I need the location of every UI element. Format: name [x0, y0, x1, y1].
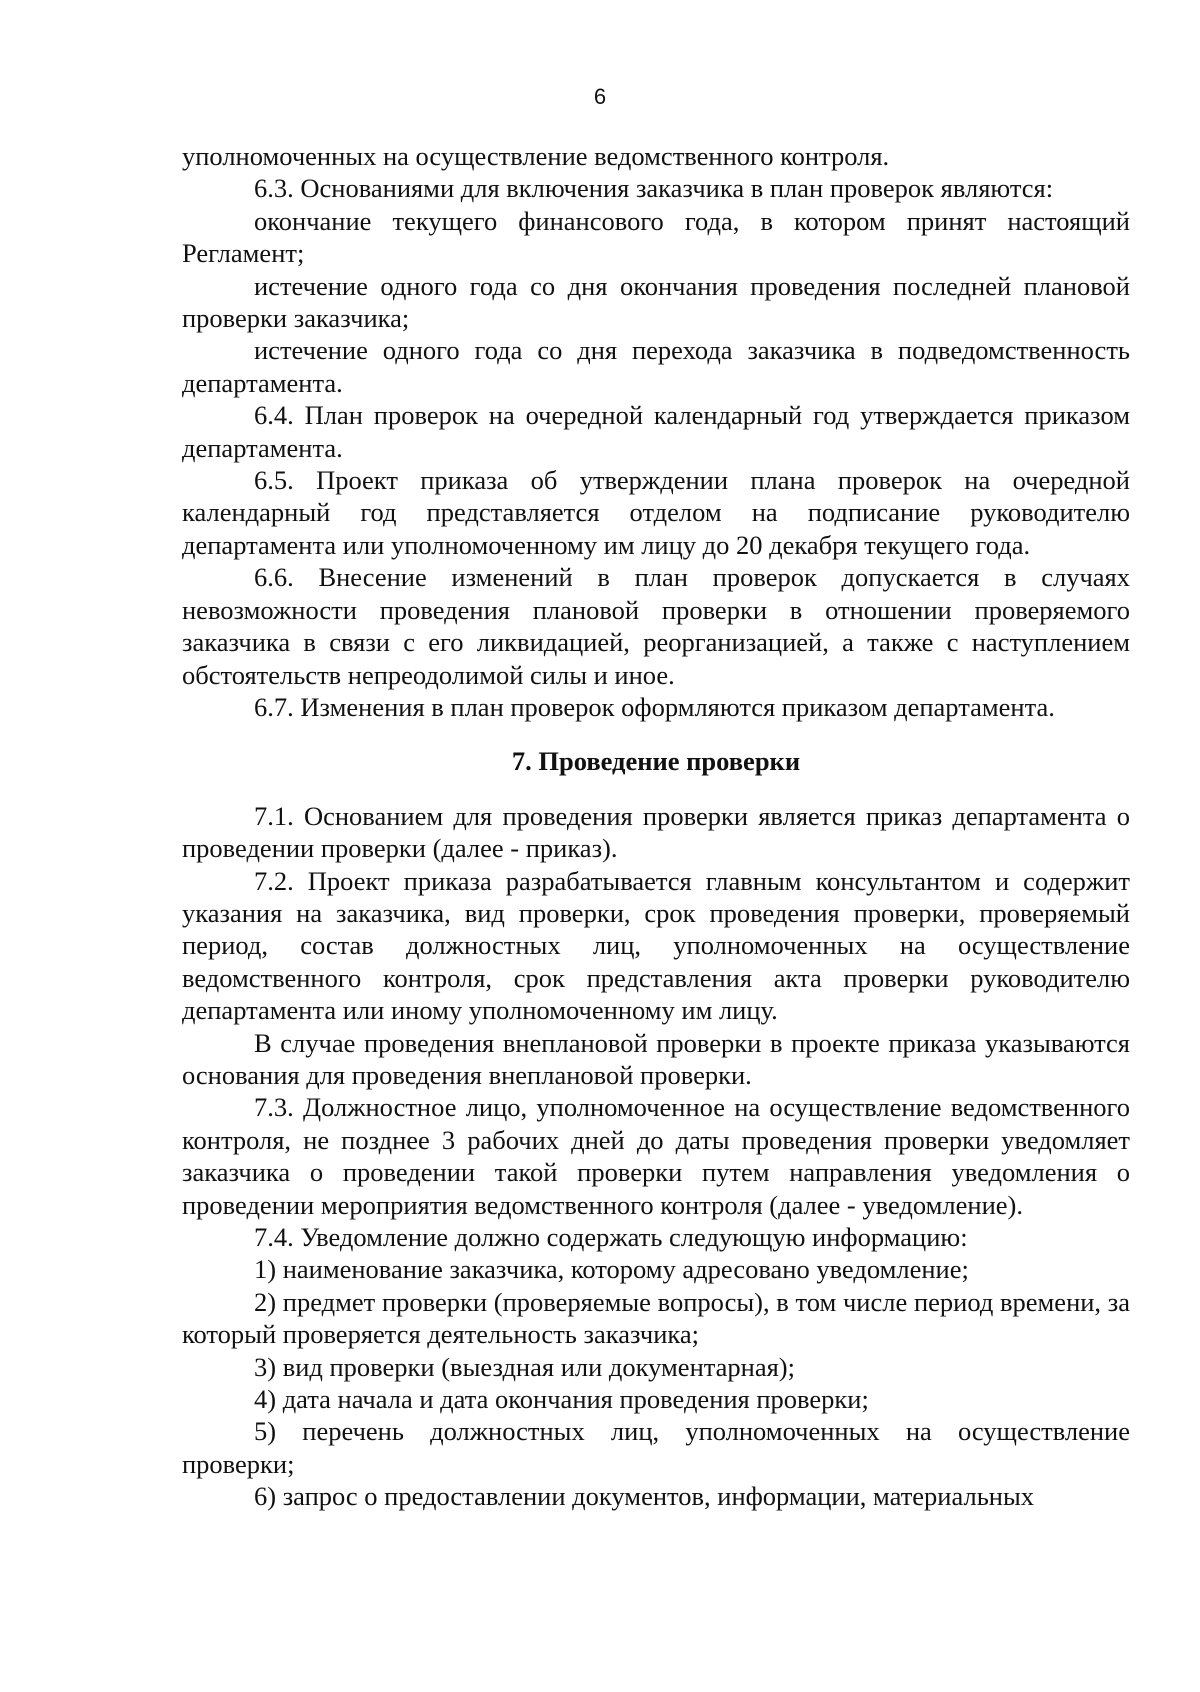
paragraph: 6.4. План проверок на очередной календарный год утверждается приказом департамента.: [182, 400, 1130, 463]
paragraph: В случае проведения внеплановой проверки в проекте приказа указываются основания для проведения внеплановой проверки.: [182, 1027, 1130, 1090]
paragraph: 7.2. Проект приказа разрабатывается главным консультантом и содержит указания на заказчика, вид проверки, срок проведения проверки, проверяемый период, состав должностных лиц, уполномоченных на осуществление ведомственного контроля, срок представления акта проверки руководителю департамента или иному уполномоченному им лицу.: [182, 865, 1130, 1026]
paragraph: истечение одного года со дня окончания проведения последней плановой проверки заказчика;: [182, 270, 1130, 334]
paragraph: 6.5. Проект приказа об утверждении плана проверок на очередной календарный год представляется отделом на подписание руководителю департамента или уполномоченному им лицу до 20 декабря текущего года.: [182, 465, 1130, 560]
paragraph: 7.1. Основанием для проведения проверки является приказ департамента о проведении проверки (далее - приказ).: [182, 800, 1130, 864]
paragraph: 6.7. Изменения в план проверок оформляются приказом департамента.: [254, 691, 1055, 722]
paragraph: 1) наименование заказчика, которому адресовано уведомление;: [254, 1254, 969, 1285]
paragraph: истечение одного года со дня перехода заказчика в подведомственность департамента.: [182, 335, 1130, 398]
paragraph: 3) вид проверки (выездная или документарная);: [254, 1351, 795, 1382]
paragraph: 7.4. Уведомление должно содержать следующую информацию:: [254, 1222, 968, 1252]
page-number: 6: [593, 84, 607, 109]
paragraph: окончание текущего финансового года, в котором принят настоящий Регламент;: [182, 205, 1130, 269]
paragraph: уполномоченных на осуществление ведомственного контроля.: [182, 141, 890, 171]
section-6-body: [182, 140, 1130, 723]
document-body: [182, 140, 1130, 1513]
paragraph: 7.3. Должностное лицо, уполномоченное на осуществление ведомственного контроля, не позднее 3 рабочих дней до даты проведения проверки уведомляет заказчика о проведении такой проверки путем направления уведомления о проведении мероприятия ведомственного контроля (далее - уведомление).: [182, 1092, 1130, 1220]
paragraph: 6.3. Основаниями для включения заказчика в план проверок являются:: [254, 173, 1054, 204]
paragraph: 4) дата начала и дата окончания проведения проверки;: [254, 1384, 869, 1415]
paragraph: 5) перечень должностных лиц, уполномоченных на осуществление проверки;: [182, 1416, 1130, 1479]
paragraph: 6) запрос о предоставлении документов, информации, материальных: [254, 1481, 1035, 1512]
paragraph: 6.6. Внесение изменений в план проверок допускается в случаях невозможности проведения плановой проверки в отношении проверяемого заказчика в связи с его ликвидацией, реорганизацией, а также с наступлением обстоятельств непреодолимой силы и иное.: [182, 562, 1130, 690]
section-7-body: [182, 800, 1130, 1513]
section-7-heading: 7. Проведение проверки: [511, 746, 801, 777]
paragraph: 2) предмет проверки (проверяемые вопросы), в том числе период времени, за который проверяется деятельность заказчика;: [182, 1286, 1130, 1350]
